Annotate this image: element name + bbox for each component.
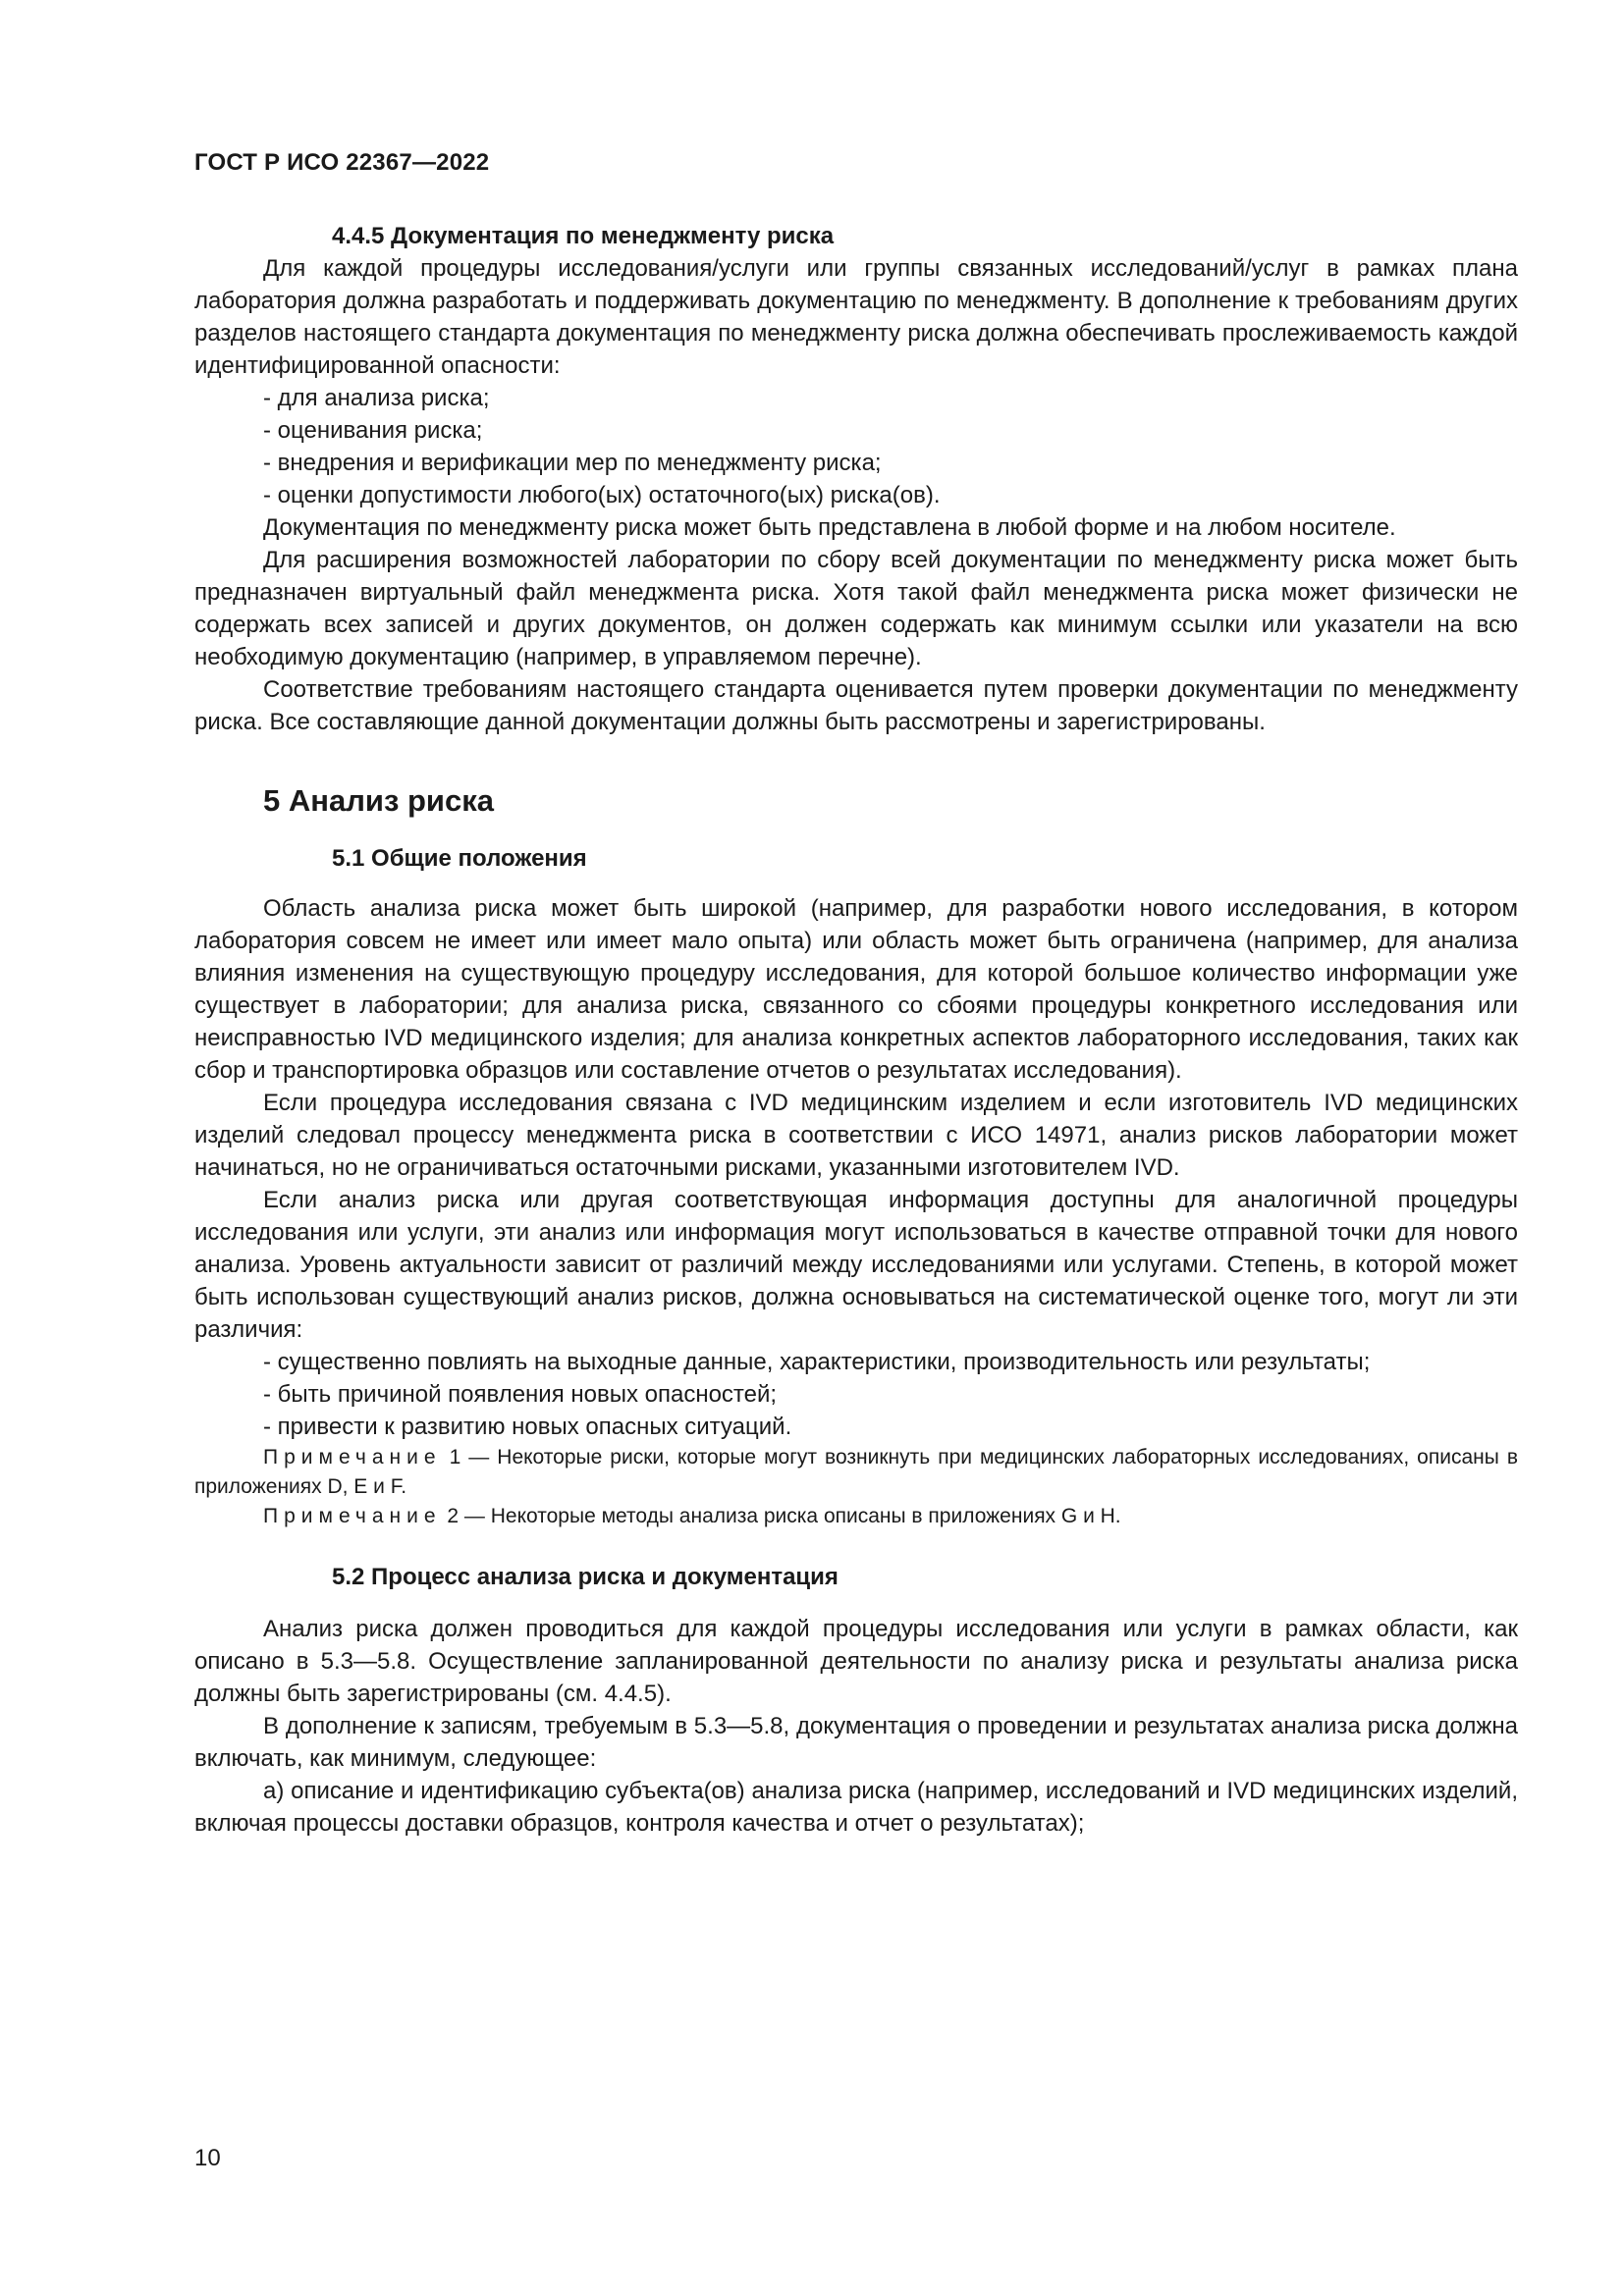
- list-item: - привести к развитию новых опасных ситуаций.: [263, 1414, 792, 1440]
- paragraph: Область анализа риска может быть широкой (например, для разработки нового исследования, в котором лаборатория совсем не имеет или имеет мало опыта) или область может быть ограничена (например, для анализа влияния изменения на существующую процедуру исследования, для которой большое количество информации уже существует в лаборатории; для анализа риска, связанного со сбоями процедуры конкретного исследования или неисправностью IVD медицинского изделия; для анализа конкретных аспектов лабораторного исследования, таких как сбор и транспортировка образцов или составление отчетов о результатах исследования).: [194, 895, 1518, 1084]
- note-text: 2 — Некоторые методы анализа риска описаны в приложениях G и H.: [447, 1505, 1121, 1527]
- list-item: - быть причиной появления новых опасностей;: [263, 1381, 778, 1408]
- list-item: - внедрения и верификации мер по менеджменту риска;: [263, 450, 882, 476]
- list-item: - оценки допустимости любого(ых) остаточного(ых) риска(ов).: [263, 482, 941, 508]
- section-5-title: 5 Анализ риска: [263, 783, 494, 818]
- paragraph: Если анализ риска или другая соответствующая информация доступны для аналогичной процедуры исследования или услуги, эти анализ или информация могут использоваться в качестве отправной точки для нового анализа. Уровень актуальности зависит от различий между исследованиями или услугами. Степень, в которой может быть использован существующий анализ рисков, должна основываться на систематической оценке того, могут ли эти различия:: [194, 1187, 1518, 1343]
- paragraph: Анализ риска должен проводиться для каждой процедуры исследования или услуги в рамках области, как описано в 5.3—5.8. Осуществление запланированной деятельности по анализу риска и результаты анализа риска должны быть зарегистрированы (см. 4.4.5).: [194, 1616, 1518, 1707]
- paragraph: Если процедура исследования связана с IVD медицинским изделием и если изготовитель IVD медицинских изделий следовал процессу менеджмента риска в соответствии с ИСО 14971, анализ рисков лаборатории может начинаться, но не ограничиваться остаточными рисками, указанными изготовителем IVD.: [194, 1090, 1518, 1181]
- page-number: 10: [194, 2145, 221, 2171]
- paragraph: а) описание и идентификацию субъекта(ов) анализа риска (например, исследований и IVD медицинских изделий, включая процессы доставки образцов, контроля качества и отчет о результатах);: [194, 1778, 1518, 1837]
- section-4-4-5-title: 4.4.5 Документация по менеджменту риска: [332, 223, 835, 249]
- section-5-2-title: 5.2 Процесс анализа риска и документация: [332, 1564, 839, 1590]
- section-5-1-title: 5.1 Общие положения: [332, 845, 587, 872]
- note-1: [194, 1443, 1518, 1502]
- note-text: 1 — Некоторые риски, которые могут возникнуть при медицинских лабораторных исследованиях, описаны в приложениях D, E и F.: [194, 1446, 1518, 1498]
- paragraph: Для расширения возможностей лаборатории по сбору всей документации по менеджменту риска может быть предназначен виртуальный файл менеджмента риска. Хотя такой файл менеджмента риска может физически не содержать всех записей и других документов, он должен содержать как минимум ссылки или указатели на всю необходимую документацию (например, в управляемом перечне).: [194, 547, 1518, 670]
- paragraph: Для каждой процедуры исследования/услуги или группы связанных исследований/услуг в рамках плана лаборатория должна разработать и поддерживать документацию по менеджменту. В дополнение к требованиям других разделов настоящего стандарта документация по менеджменту риска должна обеспечивать прослеживаемость каждой идентифицированной опасности:: [194, 255, 1518, 379]
- note-label: Примечание: [263, 1446, 442, 1468]
- list-item: - существенно повлиять на выходные данные, характеристики, производительность или результаты;: [263, 1349, 1371, 1375]
- note-2: [194, 1502, 1518, 1531]
- note-label: Примечание: [263, 1505, 442, 1527]
- document-body: [194, 220, 1518, 1840]
- list-item: - для анализа риска;: [263, 385, 490, 411]
- paragraph: Документация по менеджменту риска может быть представлена в любой форме и на любом носителе.: [263, 514, 1396, 541]
- paragraph: В дополнение к записям, требуемым в 5.3—5.8, документация о проведении и результатах анализа риска должна включать, как минимум, следующее:: [194, 1713, 1518, 1772]
- standard-code-header: ГОСТ Р ИСО 22367—2022: [194, 149, 490, 176]
- list-item: - оценивания риска;: [263, 417, 483, 444]
- paragraph: Соответствие требованиям настоящего стандарта оценивается путем проверки документации по менеджменту риска. Все составляющие данной документации должны быть рассмотрены и зарегистрированы.: [194, 676, 1518, 735]
